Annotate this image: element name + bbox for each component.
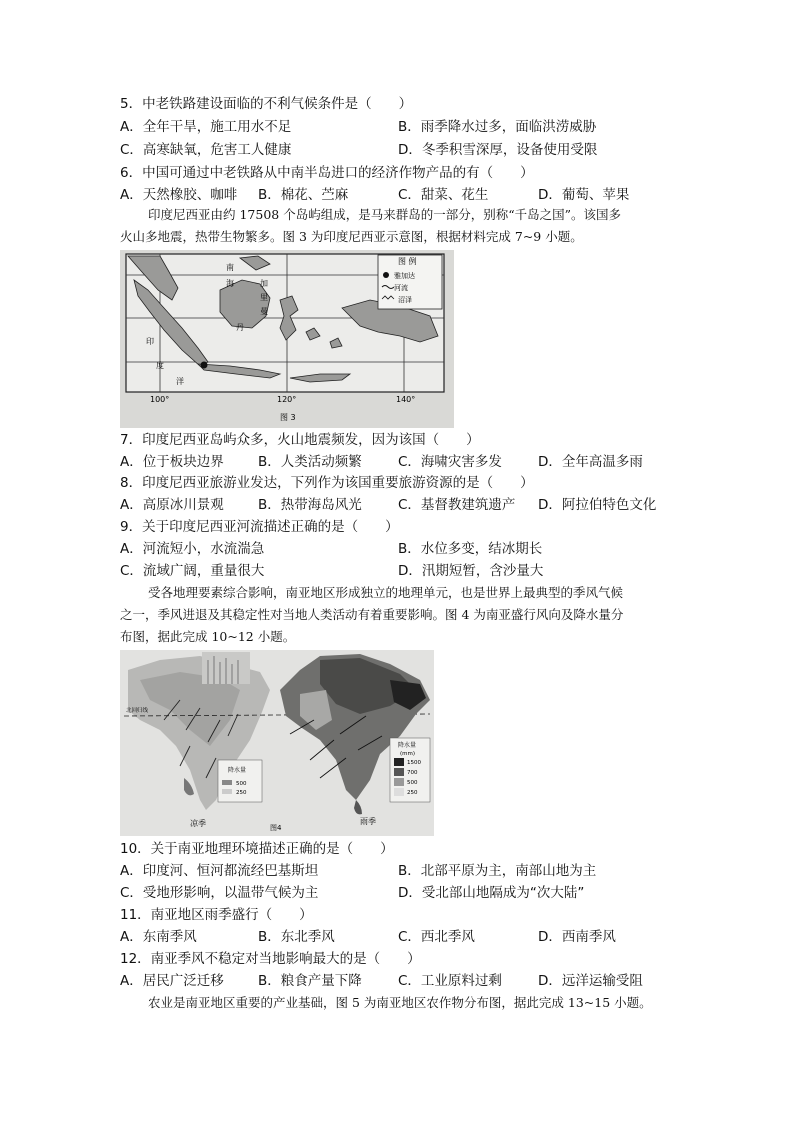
legend-marsh-label: 沼泽 bbox=[398, 296, 412, 304]
legend-river-label: 河流 bbox=[394, 284, 408, 292]
intro-paragraph-3-line-1: 农业是南亚地区重要的产业基础，图 5 为南亚地区农作物分布图，据此完成 13~15 小题。 bbox=[148, 995, 652, 1010]
map-label-dan: 丹 bbox=[236, 323, 244, 332]
left-legend-500: 500 bbox=[236, 781, 247, 787]
q10-stem: 10．关于南亚地理环境描述正确的是（ ） bbox=[120, 841, 394, 857]
q8-option-a: A．高原冰川景观 bbox=[120, 497, 224, 513]
q6-option-b: B．棉花、苎麻 bbox=[258, 187, 349, 203]
q11-option-c: C．西北季风 bbox=[398, 929, 475, 945]
q5-option-c: C．高寒缺氧，危害工人健康 bbox=[120, 142, 292, 158]
q8-option-c: C．基督教建筑遗产 bbox=[398, 497, 516, 513]
legend-title: 图 例 bbox=[398, 257, 417, 266]
q9-option-d: D．汛期短暂，含沙量大 bbox=[398, 563, 544, 579]
right-legend-1500: 1500 bbox=[407, 760, 421, 766]
intro-paragraph-2-line-3: 布图，据此完成 10~12 小题。 bbox=[120, 629, 296, 644]
q11-option-a: A．东南季风 bbox=[120, 929, 197, 945]
map-label-nan: 南 bbox=[226, 263, 234, 272]
map-label-yang: 洋 bbox=[176, 377, 184, 386]
q5-option-b: B．雨季降水过多，面临洪涝威胁 bbox=[398, 119, 597, 135]
q7-option-d: D．全年高温多雨 bbox=[538, 454, 643, 470]
q6-option-a: A．天然橡胶、咖啡 bbox=[120, 187, 238, 203]
q8-option-b: B．热带海岛风光 bbox=[258, 497, 362, 513]
right-legend-title: 降水量 bbox=[398, 742, 417, 749]
figure-4-south-asia-map bbox=[120, 650, 434, 836]
q5-option-a: A．全年干旱，施工用水不足 bbox=[120, 119, 292, 135]
q6-option-d: D．葡萄、苹果 bbox=[538, 187, 630, 203]
map-label-man: 曼 bbox=[260, 307, 268, 316]
map-label-hai: 海 bbox=[226, 279, 234, 288]
q7-stem: 7．印度尼西亚岛屿众多，火山地震频发，因为该国（ ） bbox=[120, 432, 480, 448]
q5-stem: 5．中老铁路建设面临的不利气候条件是（ ） bbox=[120, 96, 413, 112]
map-label-yin: 印 bbox=[146, 337, 154, 346]
map-label-jia: 加 bbox=[260, 279, 268, 288]
lon-label-120: 120° bbox=[277, 395, 297, 404]
right-legend-250: 250 bbox=[407, 790, 418, 796]
q12-option-a: A．居民广泛迁移 bbox=[120, 973, 224, 989]
q9-option-b: B．水位多变，结冰期长 bbox=[398, 541, 543, 557]
intro-paragraph-2-line-2: 之一，季风进退及其稳定性对当地人类活动有着重要影响。图 4 为南亚盛行风向及降水量分 bbox=[120, 607, 624, 622]
lon-label-140: 140° bbox=[396, 395, 416, 404]
figure-3-indonesia-map bbox=[120, 250, 454, 428]
q8-stem: 8．印度尼西亚旅游业发达，下列作为该国重要旅游资源的是（ ） bbox=[120, 475, 534, 491]
right-panel-label-rainy-season: 雨季 bbox=[360, 817, 376, 826]
intro-paragraph-1-line-1: 印度尼西亚由约 17508 个岛屿组成，是马来群岛的一部分，别称“千岛之国”。该国多 bbox=[148, 207, 621, 222]
q12-stem: 12．南亚季风不稳定对当地影响最大的是（ ） bbox=[120, 951, 421, 967]
left-tropic-label: 北回归线 bbox=[126, 708, 149, 714]
q11-option-b: B．东北季风 bbox=[258, 929, 335, 945]
jakarta-marker-icon bbox=[201, 362, 208, 369]
q12-option-b: B．粮食产量下降 bbox=[258, 973, 362, 989]
intro-paragraph-2-line-1: 受各地理要素综合影响，南亚地区形成独立的地理单元，也是世界上最典型的季风气候 bbox=[148, 585, 624, 600]
legend-capital-label: 雅加达 bbox=[394, 272, 415, 280]
indonesia-map-graphic bbox=[120, 250, 454, 428]
q12-option-c: C．工业原料过剩 bbox=[398, 973, 502, 989]
q7-option-c: C．海啸灾害多发 bbox=[398, 454, 502, 470]
q11-stem: 11．南亚地区雨季盛行（ ） bbox=[120, 907, 313, 923]
left-legend-title: 降水量 bbox=[228, 767, 247, 774]
right-legend-unit: (mm) bbox=[400, 751, 416, 757]
right-legend-500: 500 bbox=[407, 780, 418, 786]
q7-option-a: A．位于板块边界 bbox=[120, 454, 224, 470]
q10-option-b: B．北部平原为主，南部山地为主 bbox=[398, 863, 597, 879]
left-legend-250: 250 bbox=[236, 790, 247, 796]
figure-3-caption: 图 3 bbox=[280, 413, 296, 422]
left-panel-label-cool-season: 凉季 bbox=[190, 819, 206, 828]
south-asia-map-graphic bbox=[120, 650, 434, 836]
lon-label-100: 100° bbox=[150, 395, 170, 404]
q10-option-a: A．印度河、恒河都流经巴基斯坦 bbox=[120, 863, 319, 879]
figure-4-caption: 图4 bbox=[270, 824, 282, 832]
q6-stem: 6．中国可通过中老铁路从中南半岛进口的经济作物产品的有（ ） bbox=[120, 165, 534, 181]
map-label-li: 里 bbox=[260, 293, 268, 302]
q7-option-b: B．人类活动频繁 bbox=[258, 454, 362, 470]
right-legend-700: 700 bbox=[407, 770, 418, 776]
q8-option-d: D．阿拉伯特色文化 bbox=[538, 497, 657, 513]
q12-option-d: D．远洋运输受阻 bbox=[538, 973, 643, 989]
q6-option-c: C．甜菜、花生 bbox=[398, 187, 489, 203]
q10-option-d: D．受北部山地隔成为“次大陆” bbox=[398, 885, 585, 901]
q9-option-c: C．流域广阔，重量很大 bbox=[120, 563, 265, 579]
intro-paragraph-1-line-2: 火山多地震，热带生物繁多。图 3 为印度尼西亚示意图，根据材料完成 7~9 小题。 bbox=[120, 229, 583, 244]
q9-option-a: A．河流短小，水流湍急 bbox=[120, 541, 265, 557]
q5-option-d: D．冬季积雪深厚，设备使用受限 bbox=[398, 142, 598, 158]
q11-option-d: D．西南季风 bbox=[538, 929, 616, 945]
q10-option-c: C．受地形影响，以温带气候为主 bbox=[120, 885, 319, 901]
q9-stem: 9．关于印度尼西亚河流描述正确的是（ ） bbox=[120, 519, 399, 535]
map-label-du: 度 bbox=[156, 361, 164, 370]
